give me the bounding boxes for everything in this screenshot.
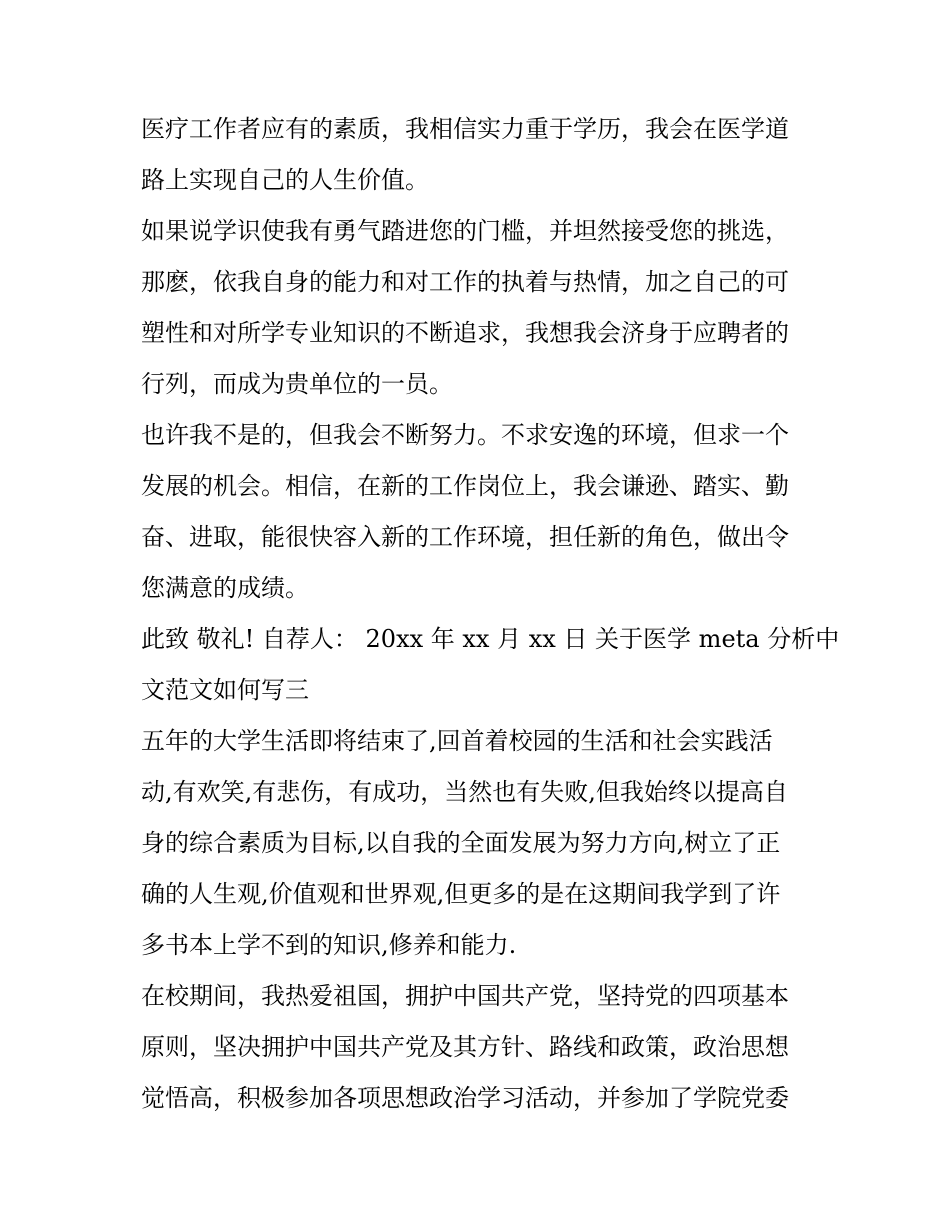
- text-line: 原则，坚决拥护中国共产党及其方针、路线和政策，政治思想: [141, 1033, 789, 1061]
- document-body: [141, 104, 840, 1124]
- text-line: 五年的大学生活即将结束了,回首着校园的生活和社会实践活: [141, 727, 773, 755]
- text-line: 在校期间，我热爱祖国，拥护中国共产党，坚持党的四项基本: [141, 982, 789, 1010]
- paragraph-4: [141, 614, 840, 716]
- text-line: 如果说学识使我有勇气踏进您的门槛，并坦然接受您的挑选，: [141, 217, 789, 245]
- text-line: 身的综合素质为目标,以自我的全面发展为努力方向,树立了正: [141, 829, 781, 857]
- paragraph-1: [141, 104, 821, 206]
- text-line: 行列，而成为贵单位的一员。: [141, 370, 453, 398]
- text-line: 觉悟高，积极参加各项思想政治学习活动，并参加了学院党委: [141, 1084, 789, 1112]
- text-line: 塑性和对所学专业知识的不断追求，我想我会济身于应聘者的: [141, 319, 789, 347]
- text-line: 医疗工作者应有的素质，我相信实力重于学历，我会在医学道: [141, 115, 789, 143]
- text-line: 文范文如何写三: [141, 676, 309, 704]
- text-line: 也许我不是的，但我会不断努力。不求安逸的环境，但求一个: [141, 421, 789, 449]
- text-line: 路上实现自己的人生价值。: [141, 166, 429, 194]
- text-line: 此致 敬礼! 自荐人： 20xx 年 xx 月 xx 日 关于医学 meta 分析中: [141, 625, 840, 653]
- text-line: 多书本上学不到的知识,修养和能力.: [141, 931, 517, 959]
- text-line: 发展的机会。相信，在新的工作岗位上，我会谦逊、踏实、勤: [141, 472, 789, 500]
- text-line: 那麽，依我自身的能力和对工作的执着与热情，加之自己的可: [141, 268, 789, 296]
- text-line: 您满意的成绩。: [141, 574, 309, 602]
- text-line: 确的人生观,价值观和世界观,但更多的是在这期间我学到了许: [141, 880, 781, 908]
- text-line: 奋、进取，能很快容入新的工作环境，担任新的角色，做出令: [141, 523, 789, 551]
- paragraph-3: [141, 410, 821, 614]
- text-line: 动,有欢笑,有悲伤，有成功，当然也有失败,但我始终以提高自: [141, 778, 788, 806]
- paragraph-5: [141, 716, 821, 971]
- paragraph-2: [141, 206, 821, 410]
- paragraph-6: [141, 971, 821, 1124]
